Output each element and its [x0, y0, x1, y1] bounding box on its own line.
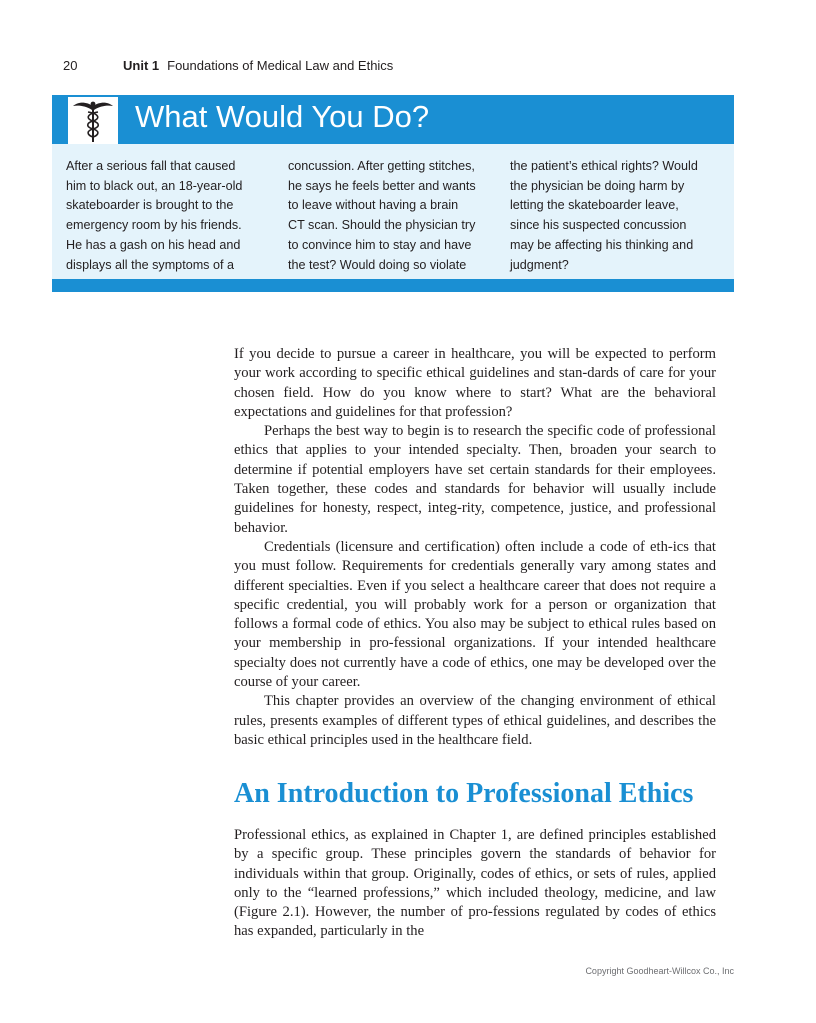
intro-paragraph: Perhaps the best way to begin is to research the specific code of professional ethics that applies to your intended specialty. Then, broaden your search to determine if potential employers have set certain standards for their employees. Taken together, these codes and standards for behavior will usually include guidelines for honesty, respect, integ-rity, competence, justice, and professional behavior. [234, 423, 716, 536]
scenario-panel [52, 144, 734, 279]
copyright-notice: Copyright Goodheart-Willcox Co., Inc [585, 966, 734, 976]
running-header [63, 58, 393, 73]
scenario-column-1: After a serious fall that caused him to black out, an 18-year-old skateboarder is brought to the emergency room by his friends. He has a gash on his head and displays all the symptoms of a [66, 159, 243, 272]
unit-label: Unit 1 [123, 58, 160, 73]
scenario-column-2: concussion. After getting stitches, he says he feels better and wants to leave without having a brain CT scan. Should the physician try to convince him to stay and have the test? Would doing so violate [288, 159, 476, 272]
intro-text [234, 345, 716, 750]
section-paragraph: Professional ethics, as explained in Chapter 1, are defined principles established by a specific group. These principles govern the standards of behavior for individuals within that group. Originally, codes of ethics, or sets of rules, applied only to the “learned professions,” which included theology, medicine, and law (Figure 2.1). However, the number of pro-fessions regulated by codes of ethics has expanded, particularly in the [234, 827, 716, 940]
what-would-you-do-banner [52, 95, 734, 144]
unit-title: Foundations of Medical Law and Ethics [167, 58, 394, 73]
page-number: 20 [63, 58, 78, 73]
intro-paragraph: This chapter provides an overview of the changing environment of ethical rules, presents examples of different types of ethical guidelines, and describes the basic ethical principles used in the healthcare field. [234, 693, 716, 748]
caduceus-icon [68, 97, 118, 144]
scenario-column-3: the patient’s ethical rights? Would the physician be doing harm by letting the skateboarder leave, since his suspected concussion may be affecting his thinking and judgment? [510, 159, 698, 272]
section-text [234, 826, 716, 942]
panel-bottom-rule [52, 279, 734, 292]
intro-paragraph: If you decide to pursue a career in healthcare, you will be expected to perform your work according to specific ethical guidelines and stan-dards of care for your chosen field. How do you know where to start? What are the behavioral expectations and guidelines for that profession? [234, 346, 716, 420]
section-heading: An Introduction to Professional Ethics [234, 778, 694, 809]
intro-paragraph: Credentials (licensure and certification) often include a code of eth-ics that you must follow. Requirements for credentials generally vary among states and different specialties. Even if you select a healthcare career that does not require a specific credential, you will probably work for a person or organization that follows a formal code of ethics. You also may be subject to ethical rules based on your membership in pro-fessional organizations. If your intended healthcare specialty does not currently have a code of ethics, one may be developed over the course of your career. [234, 538, 716, 691]
feature-title: What Would You Do? [135, 99, 430, 134]
